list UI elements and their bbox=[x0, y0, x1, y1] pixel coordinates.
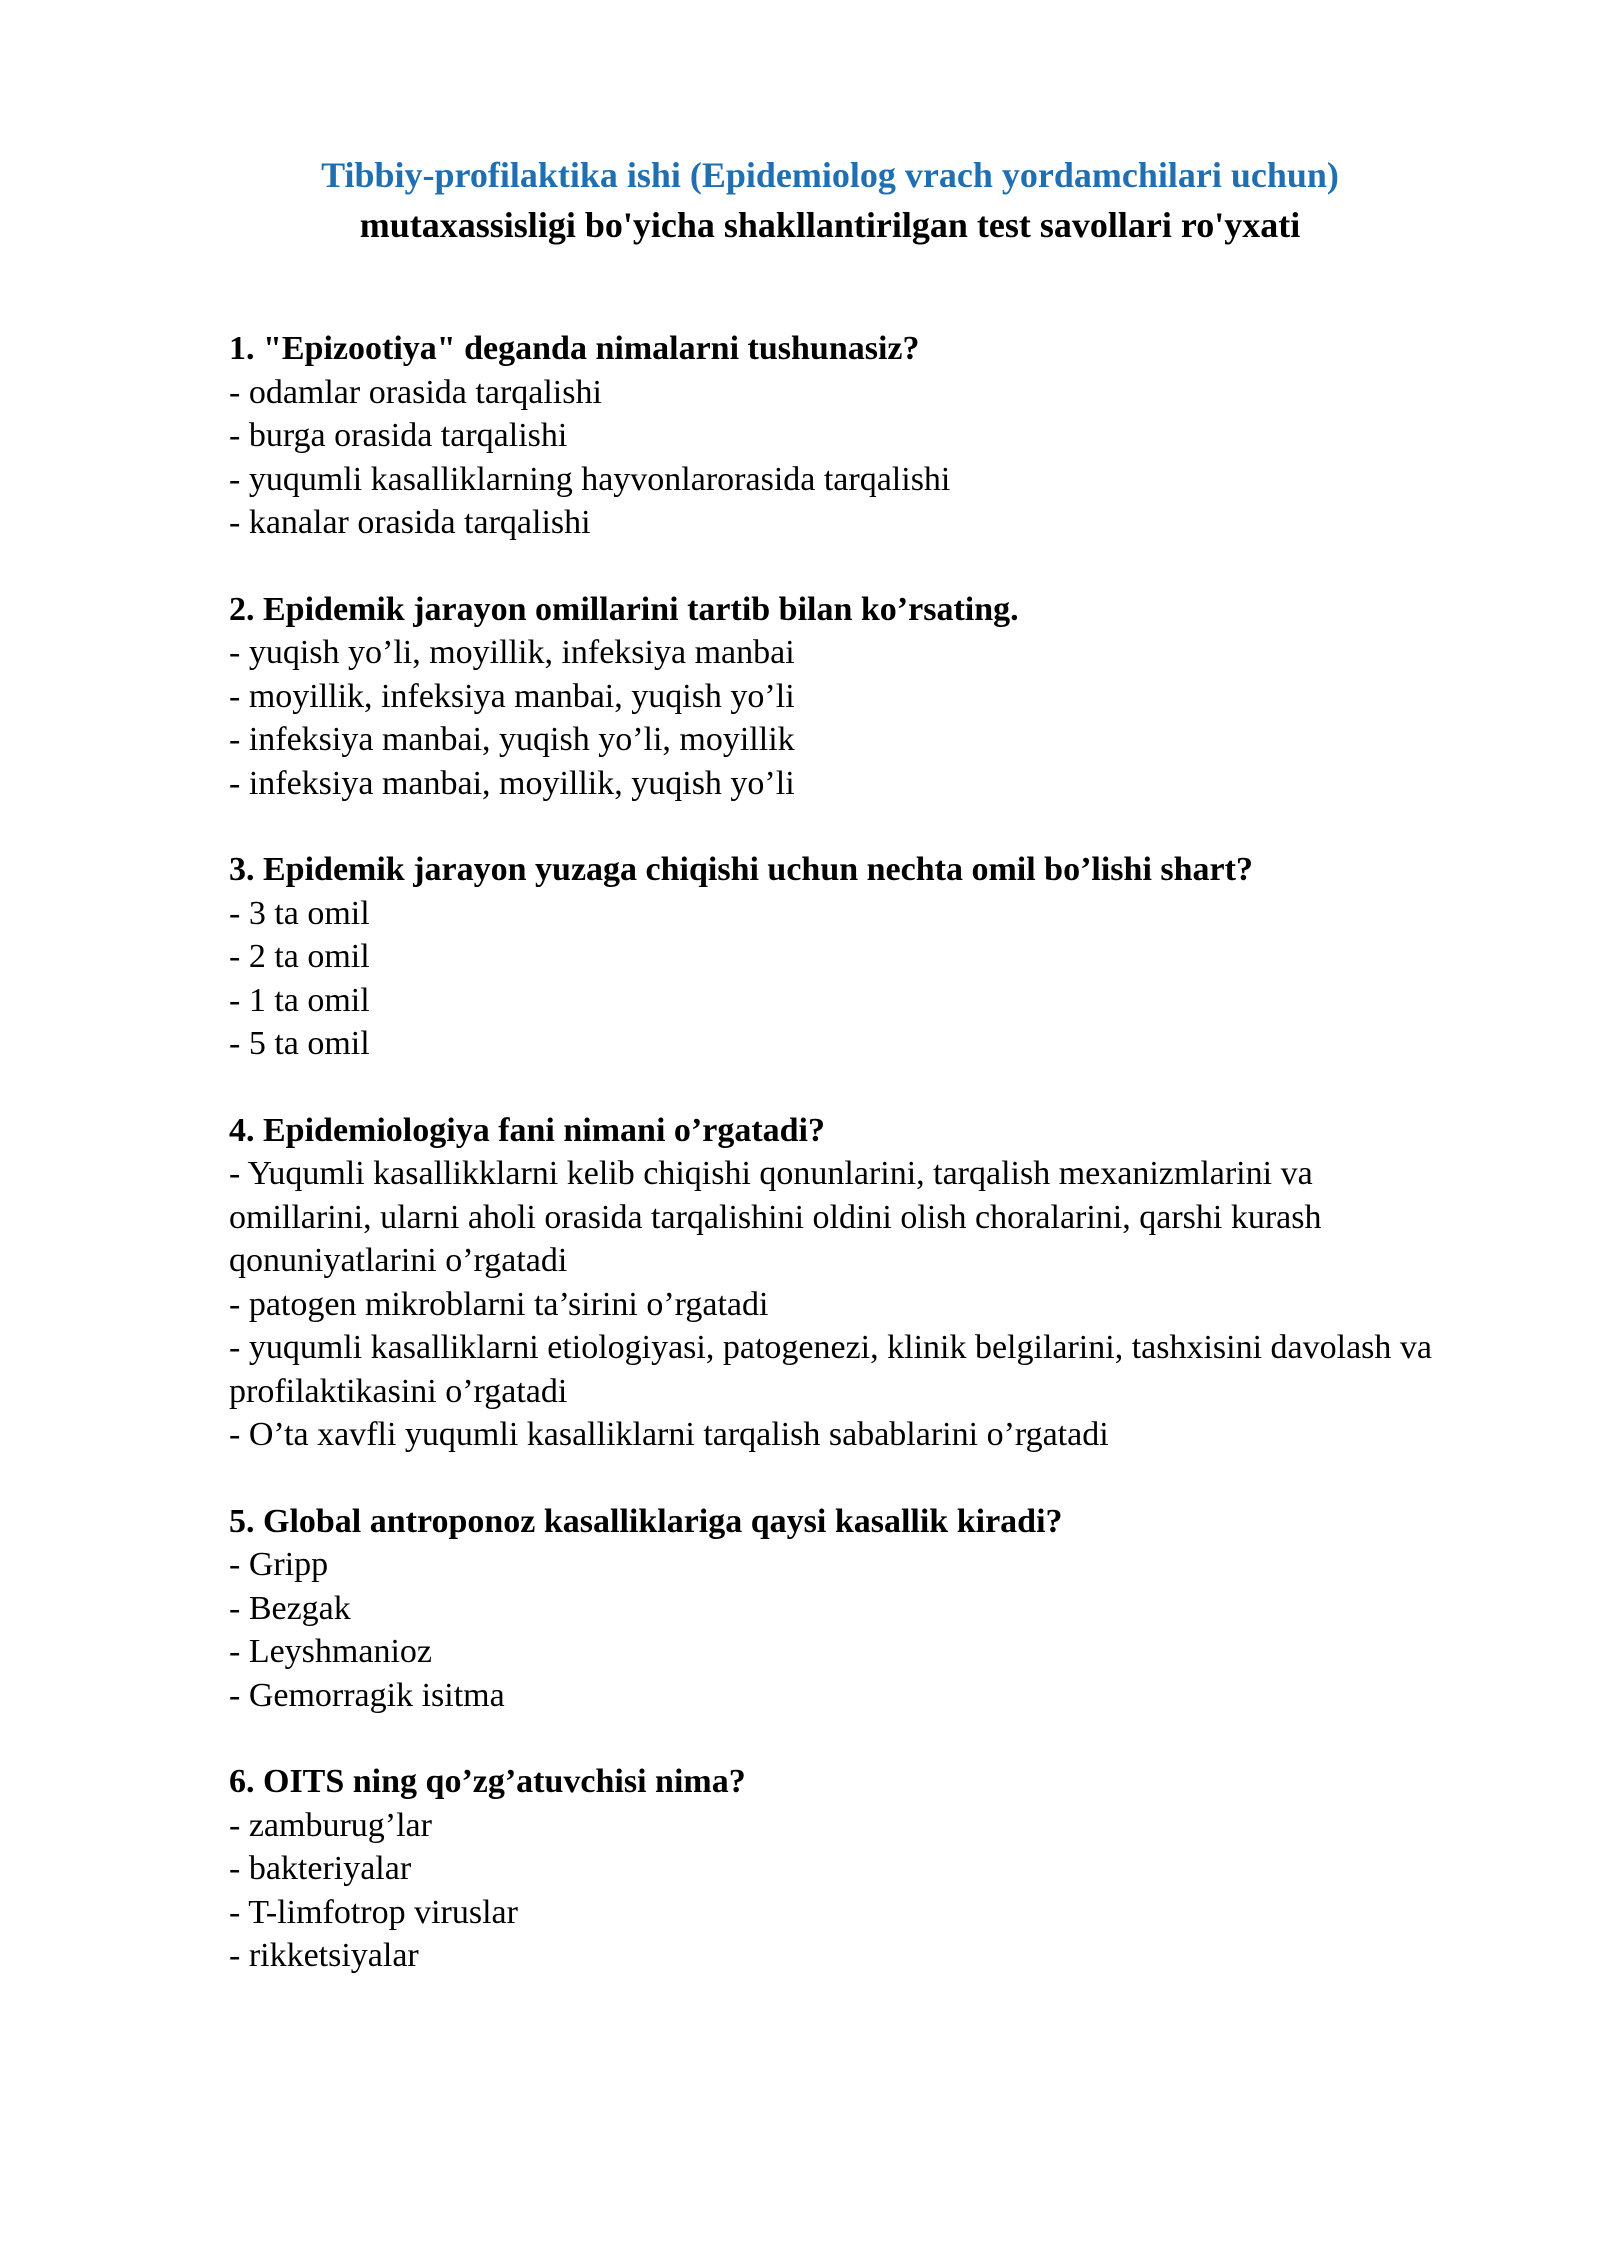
answer-option: - infeksiya manbai, yuqish yo’li, moyillik bbox=[229, 721, 795, 758]
answer-option: - infeksiya manbai, moyillik, yuqish yo’li bbox=[229, 764, 795, 802]
answer-option: - O’ta xavfli yuqumli kasalliklarni tarqalish sabablarini o’rgatadi bbox=[229, 1416, 1109, 1453]
answer-option: - moyillik, infeksiya manbai, yuqish yo’li bbox=[229, 677, 795, 715]
question-1 bbox=[229, 327, 1459, 545]
document-subtitle: mutaxassisligi bo'yicha shakllantirilgan test savollari ro'yxati bbox=[359, 205, 1301, 245]
answer-option: - 3 ta omil bbox=[229, 894, 370, 932]
question-4 bbox=[229, 1109, 1459, 1457]
question-2 bbox=[229, 588, 1459, 806]
answer-option: - yuqumli kasalliklarning hayvonlarorasida tarqalishi bbox=[229, 460, 951, 498]
question-text: 3. Epidemik jarayon yuzaga chiqishi uchun nechta omil bo’lishi shart? bbox=[229, 851, 1253, 888]
question-text: 1. "Epizootiya" deganda nimalarni tushunasiz? bbox=[229, 330, 920, 367]
answer-option: - Bezgak bbox=[229, 1589, 351, 1627]
question-text: 2. Epidemik jarayon omillarini tartib bilan ko’rsating. bbox=[229, 590, 1019, 628]
answer-option: - Gemorragik isitma bbox=[229, 1676, 505, 1714]
question-text: 5. Global antroponoz kasalliklariga qaysi kasallik kiradi? bbox=[229, 1502, 1063, 1540]
document-header bbox=[0, 150, 1600, 250]
answer-option: - bakteriyalar bbox=[229, 1850, 412, 1887]
answer-option: - patogen mikroblarni ta’sirini o’rgatadi bbox=[229, 1285, 769, 1323]
question-5 bbox=[229, 1500, 1459, 1718]
question-list bbox=[229, 327, 1459, 2021]
answer-option: - yuqish yo’li, moyillik, infeksiya manbai bbox=[229, 634, 795, 671]
answer-option: - 1 ta omil bbox=[229, 981, 370, 1019]
answer-option: - odamlar orasida tarqalishi bbox=[229, 373, 602, 411]
answer-option: - Leyshmanioz bbox=[229, 1633, 432, 1670]
answer-option: - rikketsiyalar bbox=[229, 1937, 419, 1974]
answer-option: - kanalar orasida tarqalishi bbox=[229, 504, 591, 541]
answer-option: - Yuqumli kasallikklarni kelib chiqishi qonunlarini, tarqalish mexanizmlarini va omillarini, ularni aholi orasida tarqalishini oldini olish choralarini, qarshi kurash qonuniyatlarini o’rgatadi bbox=[229, 1155, 1322, 1279]
answer-option: - T-limfotrop viruslar bbox=[229, 1893, 518, 1931]
answer-option: - Gripp bbox=[229, 1546, 329, 1583]
question-text: 6. OITS ning qo’zg’atuvchisi nima? bbox=[229, 1763, 746, 1800]
question-6 bbox=[229, 1760, 1459, 1978]
question-3 bbox=[229, 848, 1459, 1066]
answer-option: - zamburug’lar bbox=[229, 1806, 432, 1844]
question-text: 4. Epidemiologiya fani nimani o’rgatadi? bbox=[229, 1111, 825, 1149]
answer-option: - yuqumli kasalliklarni etiologiyasi, patogenezi, klinik belgilarini, tashxisini davolash va profilaktikasini o’rgatadi bbox=[229, 1329, 1432, 1410]
document-title: Tibbiy-profilaktika ishi (Epidemiolog vrach yordamchilari uchun) bbox=[321, 155, 1339, 195]
answer-option: - burga orasida tarqalishi bbox=[229, 417, 568, 454]
answer-option: - 5 ta omil bbox=[229, 1025, 370, 1062]
answer-option: - 2 ta omil bbox=[229, 938, 370, 975]
